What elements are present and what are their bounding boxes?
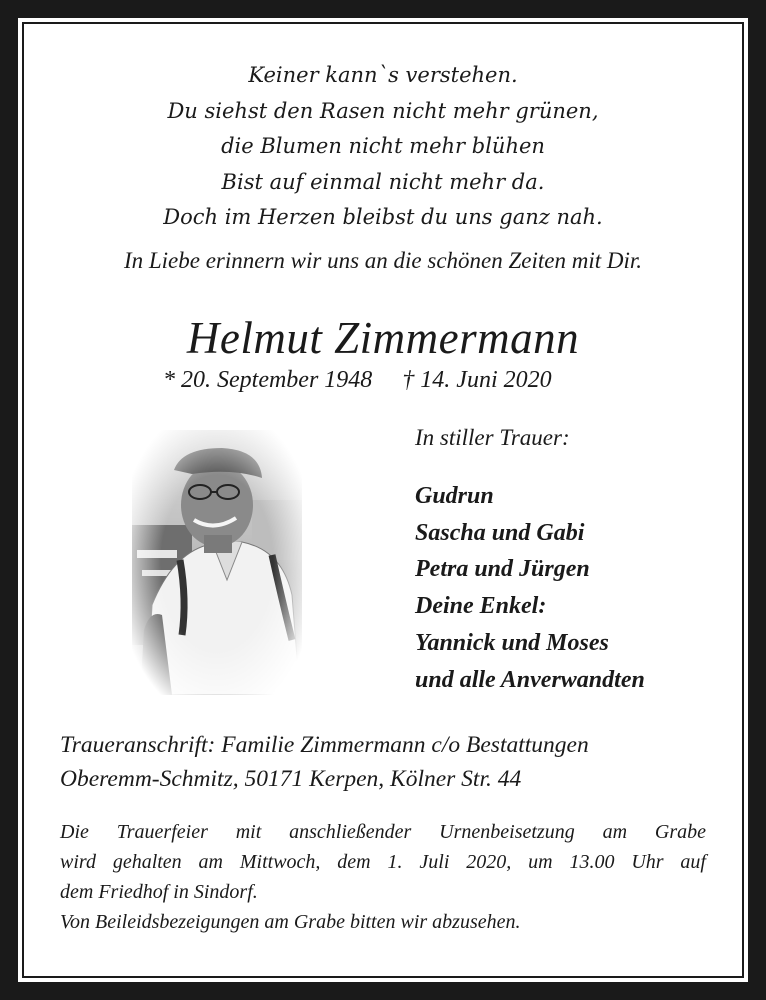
address-line: Traueranschrift: Familie Zimmermann c/o Bestattungen	[60, 732, 589, 758]
poem-line: Keiner kann`s verstehen.	[248, 63, 518, 87]
poem-line: Du siehst den Rasen nicht mehr grünen,	[167, 98, 599, 123]
funeral-line: Die Trauerfeier mit anschließender Urnenbeisetzung am Grabe	[60, 821, 706, 843]
mourning-address	[60, 728, 589, 796]
birth-date: * 20. September 1948	[163, 367, 373, 393]
poem-line: Doch im Herzen bleibst du uns ganz nah.	[163, 205, 603, 229]
address-line: Oberemm-Schmitz, 50171 Kerpen, Kölner Str. 44	[60, 766, 522, 792]
poem-line: die Blumen nicht mehr blühen	[221, 134, 545, 158]
poem-line: Bist auf einmal nicht mehr da.	[221, 169, 545, 194]
mourner-name: Deine Enkel:	[415, 593, 547, 620]
mourner-name: Petra und Jürgen	[415, 556, 590, 583]
mourner-name: Gudrun	[415, 483, 494, 509]
funeral-line: Von Beileidsbezeigungen am Grabe bitten wir abzusehen.	[60, 911, 521, 933]
mourner-name: und alle Anverwandten	[415, 666, 645, 693]
remembrance-line: In Liebe erinnern wir uns an die schönen Zeiten mit Dir.	[123, 248, 643, 273]
funeral-line: dem Friedhof in Sindorf.	[60, 881, 258, 903]
mourner-list	[415, 478, 645, 698]
deceased-name: Helmut Zimmermann	[186, 313, 580, 363]
funeral-notice	[60, 817, 706, 937]
life-dates	[163, 367, 552, 394]
poem	[0, 58, 766, 236]
funeral-line: wird gehalten am Mittwoch, dem 1. Juli 2020, um 13.00 Uhr auf	[60, 851, 706, 873]
portrait-photo	[132, 430, 302, 695]
death-date: † 14. Juni 2020	[402, 367, 552, 393]
mourner-name: Sascha und Gabi	[415, 519, 585, 546]
portrait-illustration	[132, 430, 302, 695]
mourning-heading: In stiller Trauer:	[415, 425, 570, 450]
mourner-name: Yannick und Moses	[415, 629, 609, 656]
